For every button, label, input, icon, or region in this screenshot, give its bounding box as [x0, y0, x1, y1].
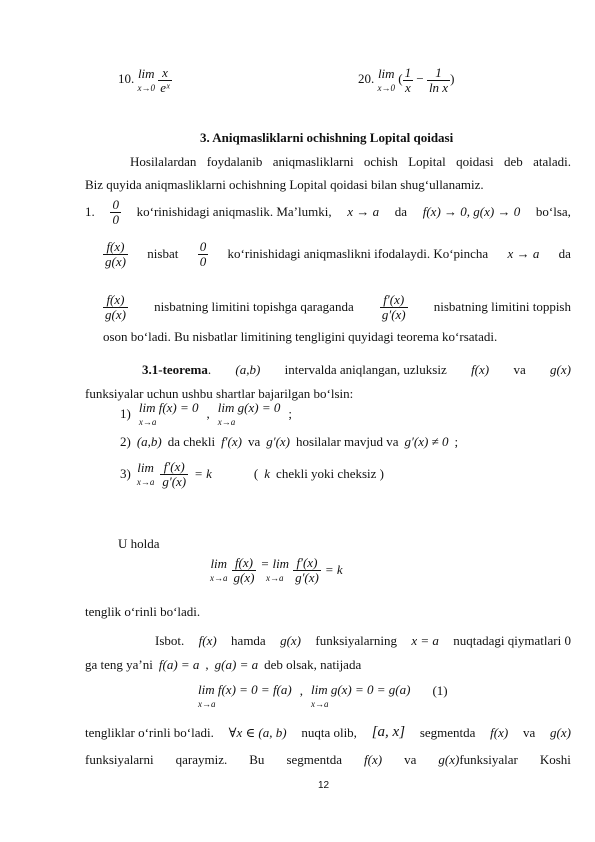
item1-line4: oson bo‘ladi. Bu nisbatlar limitining tengligini quyidagi teorema ko‘rsatadi.: [103, 329, 498, 344]
fraction: $\frac{f(x)}{g(x)}$: [105, 292, 126, 322]
proof-line2: ga teng ya’ni f(a) = a , g(a) = a deb olsak, natijada: [85, 657, 362, 672]
proof-label: Isbot.: [155, 633, 185, 648]
derivative-fraction: $\frac{f'(x)}{g'(x)}$: [162, 459, 187, 489]
theorem-line1: 3.1-teorema. (a,b) intervalda aniqlangan, uzluksiz f(x) va g(x): [142, 362, 571, 377]
fraction: $\frac{1}{x}$: [404, 65, 412, 95]
lim-operator: lim: [377, 66, 395, 82]
u-holda: U holda: [118, 536, 160, 551]
intro-line-2: Biz quyida aniqmasliklarni ochishning Lopital qoidasi bilan shug‘ullanamiz.: [85, 177, 484, 192]
derivative-fraction: $\frac{f'(x)}{g'(x)}$: [381, 292, 406, 322]
equation-1: lim f(x) = 0 = f(a) x→a , lim g(x) = 0 = g(a) x→a (1): [198, 682, 448, 709]
lim-subscript: x→0: [377, 83, 395, 94]
result-note: tenglik o‘rinli bo‘ladi.: [85, 604, 201, 619]
fraction: $\frac{x}{\text{eˣ}}$: [160, 65, 170, 95]
item-number: 1.: [85, 204, 95, 220]
lim-subscript: x→0: [137, 83, 155, 94]
exercise-10: [118, 66, 172, 94]
zero-over-zero: $\frac{0}{0}$: [112, 197, 119, 227]
fraction: $\frac{f(x)}{g(x)}$: [233, 555, 255, 585]
proof-line1: Isbot. f(x) hamda g(x) funksiyalarning x = a nuqtadagi qiymatlari 0: [155, 633, 571, 648]
exercise-20-label: 20.: [358, 71, 375, 87]
item1-line3: $\frac{f(x)}{g(x)}$ nisbatning limitini topishga qaraganda $\frac{f'(x)}{g'(x)}$ nisbatning limitini toppish: [105, 292, 571, 322]
zero-over-zero: $\frac{0}{0}$: [199, 239, 207, 269]
theorem-label: 3.1-teorema: [142, 362, 208, 377]
item1-line1: 1. $\frac{0}{0}$ ko‘rinishidagi aniqmaslik. Ma’lumki, x → a da f(x) → 0, g(x) → 0 bo‘lsa,: [85, 197, 571, 227]
derivative-fraction: $\frac{f'(x)}{g'(x)}$: [295, 555, 319, 585]
theorem-line2: funksiyalar uchun ushbu shartlar bajarilgan bo‘lsin:: [85, 386, 354, 401]
fraction: $\frac{1}{\text{ln x}}$: [428, 65, 449, 95]
condition-1: 1) lim f(x) = 0 x→a , lim g(x) = 0 x→a ;: [120, 400, 292, 427]
intro-line-1: Hosilalardan foydalanib aniqmasliklarni ochish Lopital qoidasi deb ataladi.: [130, 154, 571, 169]
condition-3: 3) lim x→a $\frac{f'(x)}{g'(x)}$ = k ( k chekli yoki cheksiz ): [120, 459, 384, 489]
page-number: 12: [318, 780, 330, 791]
condition-2: 2) (a,b) da chekli f′(x) va g′(x) hosilalar mavjud va g′(x) ≠ 0 ;: [120, 434, 459, 449]
exercise-10-label: 10.: [118, 71, 135, 87]
result-formula: lim x→a $\frac{f(x)}{g(x)}$ = lim x→a $\frac{f'(x)}{g'(x)}$ = k: [210, 555, 343, 585]
proof-line3: tengliklar o‘rinli bo‘ladi. ∀x ∈ (a, b) nuqta olib, [a, x] segmentda f(x) va g(x): [85, 724, 571, 740]
fraction: $\frac{f(x)}{g(x)}$: [105, 239, 126, 269]
equation-number: (1): [432, 683, 448, 698]
proof-line4: funksiyalarni qaraymiz. Bu segmentda f(x) va g(x)funksiyalar Koshi: [85, 752, 571, 767]
item1-line2: $\frac{f(x)}{g(x)}$ nisbat $\frac{0}{0}$ ko‘rinishidagi aniqmaslikni ifodalaydi. Ko‘pincha x → a da: [105, 239, 571, 269]
section-title: 3. Aniqmasliklarni ochishning Lopital qoidasi: [200, 130, 454, 145]
exercise-20: 20. lim x→0 ( $\frac{1}{x}$ − $\frac{1}{\text{ln x}}$ ): [358, 65, 455, 95]
lim-operator: lim: [137, 66, 155, 82]
